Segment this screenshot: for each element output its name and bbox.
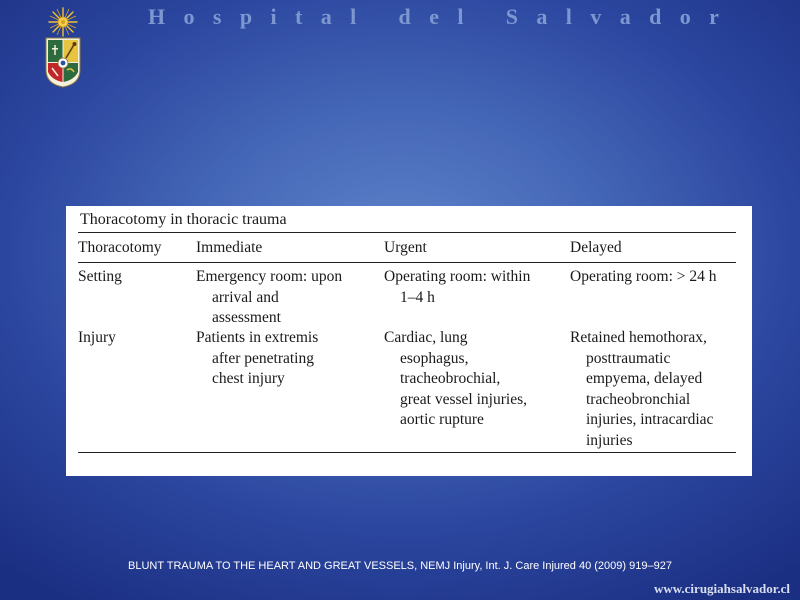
injury-urgent-cell	[384, 328, 527, 431]
table-caption: Thoracotomy in thoracic trauma	[80, 211, 287, 228]
thoracotomy-table	[66, 206, 752, 476]
column-header-immediate: Immediate	[196, 239, 263, 256]
cell-line: Cardiac, lung	[384, 329, 468, 346]
cell-line: injuries, intracardiac	[586, 411, 714, 428]
cell-line: arrival and	[212, 288, 279, 306]
injury-delayed-cell	[570, 328, 713, 451]
slide-header	[0, 0, 800, 40]
cell-line: Emergency room: upon	[196, 268, 343, 285]
cell-line: great vessel injuries,	[400, 390, 527, 408]
injury-immediate-cell	[196, 328, 318, 390]
website-url[interactable]: www.cirugiahsalvador.cl	[653, 581, 790, 596]
cell-line: empyema, delayed	[586, 370, 703, 387]
sun-emblem-icon	[46, 6, 80, 38]
cell-line: 1–4 h	[400, 288, 435, 306]
citation-text: BLUNT TRAUMA TO THE HEART AND GREAT VESSELS, NEMJ Injury, Int. J. Care Injured 40 (2009) 919–927	[128, 560, 672, 572]
cell-line: tracheobronchial	[586, 390, 691, 408]
cell-line: injuries	[586, 431, 633, 449]
column-header-urgent: Urgent	[384, 239, 427, 256]
cell-line: chest injury	[212, 370, 285, 387]
cell-line: Operating room: within	[384, 268, 531, 285]
setting-urgent-cell	[384, 267, 530, 308]
table-top-rule	[78, 232, 736, 233]
cell-line: esophagus,	[400, 349, 469, 367]
cell-line: after penetrating	[212, 349, 314, 367]
table-bottom-rule	[78, 452, 736, 453]
cell-line: Operating room: > 24 h	[570, 268, 717, 285]
hospital-title: Hospital del Salvador	[148, 4, 738, 29]
cell-line: Setting	[78, 268, 122, 285]
column-header-thoracotomy: Thoracotomy	[78, 239, 162, 256]
cell-line: Injury	[78, 329, 116, 346]
setting-delayed-cell	[570, 267, 717, 288]
table-header-rule	[78, 262, 736, 263]
cell-line: assessment	[212, 309, 281, 326]
cell-line: posttraumatic	[586, 349, 671, 367]
setting-immediate-cell	[196, 267, 342, 329]
cell-line: tracheobrochial,	[400, 370, 501, 387]
cell-line: aortic rupture	[400, 411, 484, 428]
row-label-setting	[78, 267, 122, 288]
university-shield-icon	[44, 36, 82, 88]
cell-line: Retained hemothorax,	[570, 329, 707, 346]
cell-line: Patients in extremis	[196, 329, 319, 346]
row-label-injury	[78, 328, 116, 349]
column-header-delayed: Delayed	[570, 239, 622, 256]
